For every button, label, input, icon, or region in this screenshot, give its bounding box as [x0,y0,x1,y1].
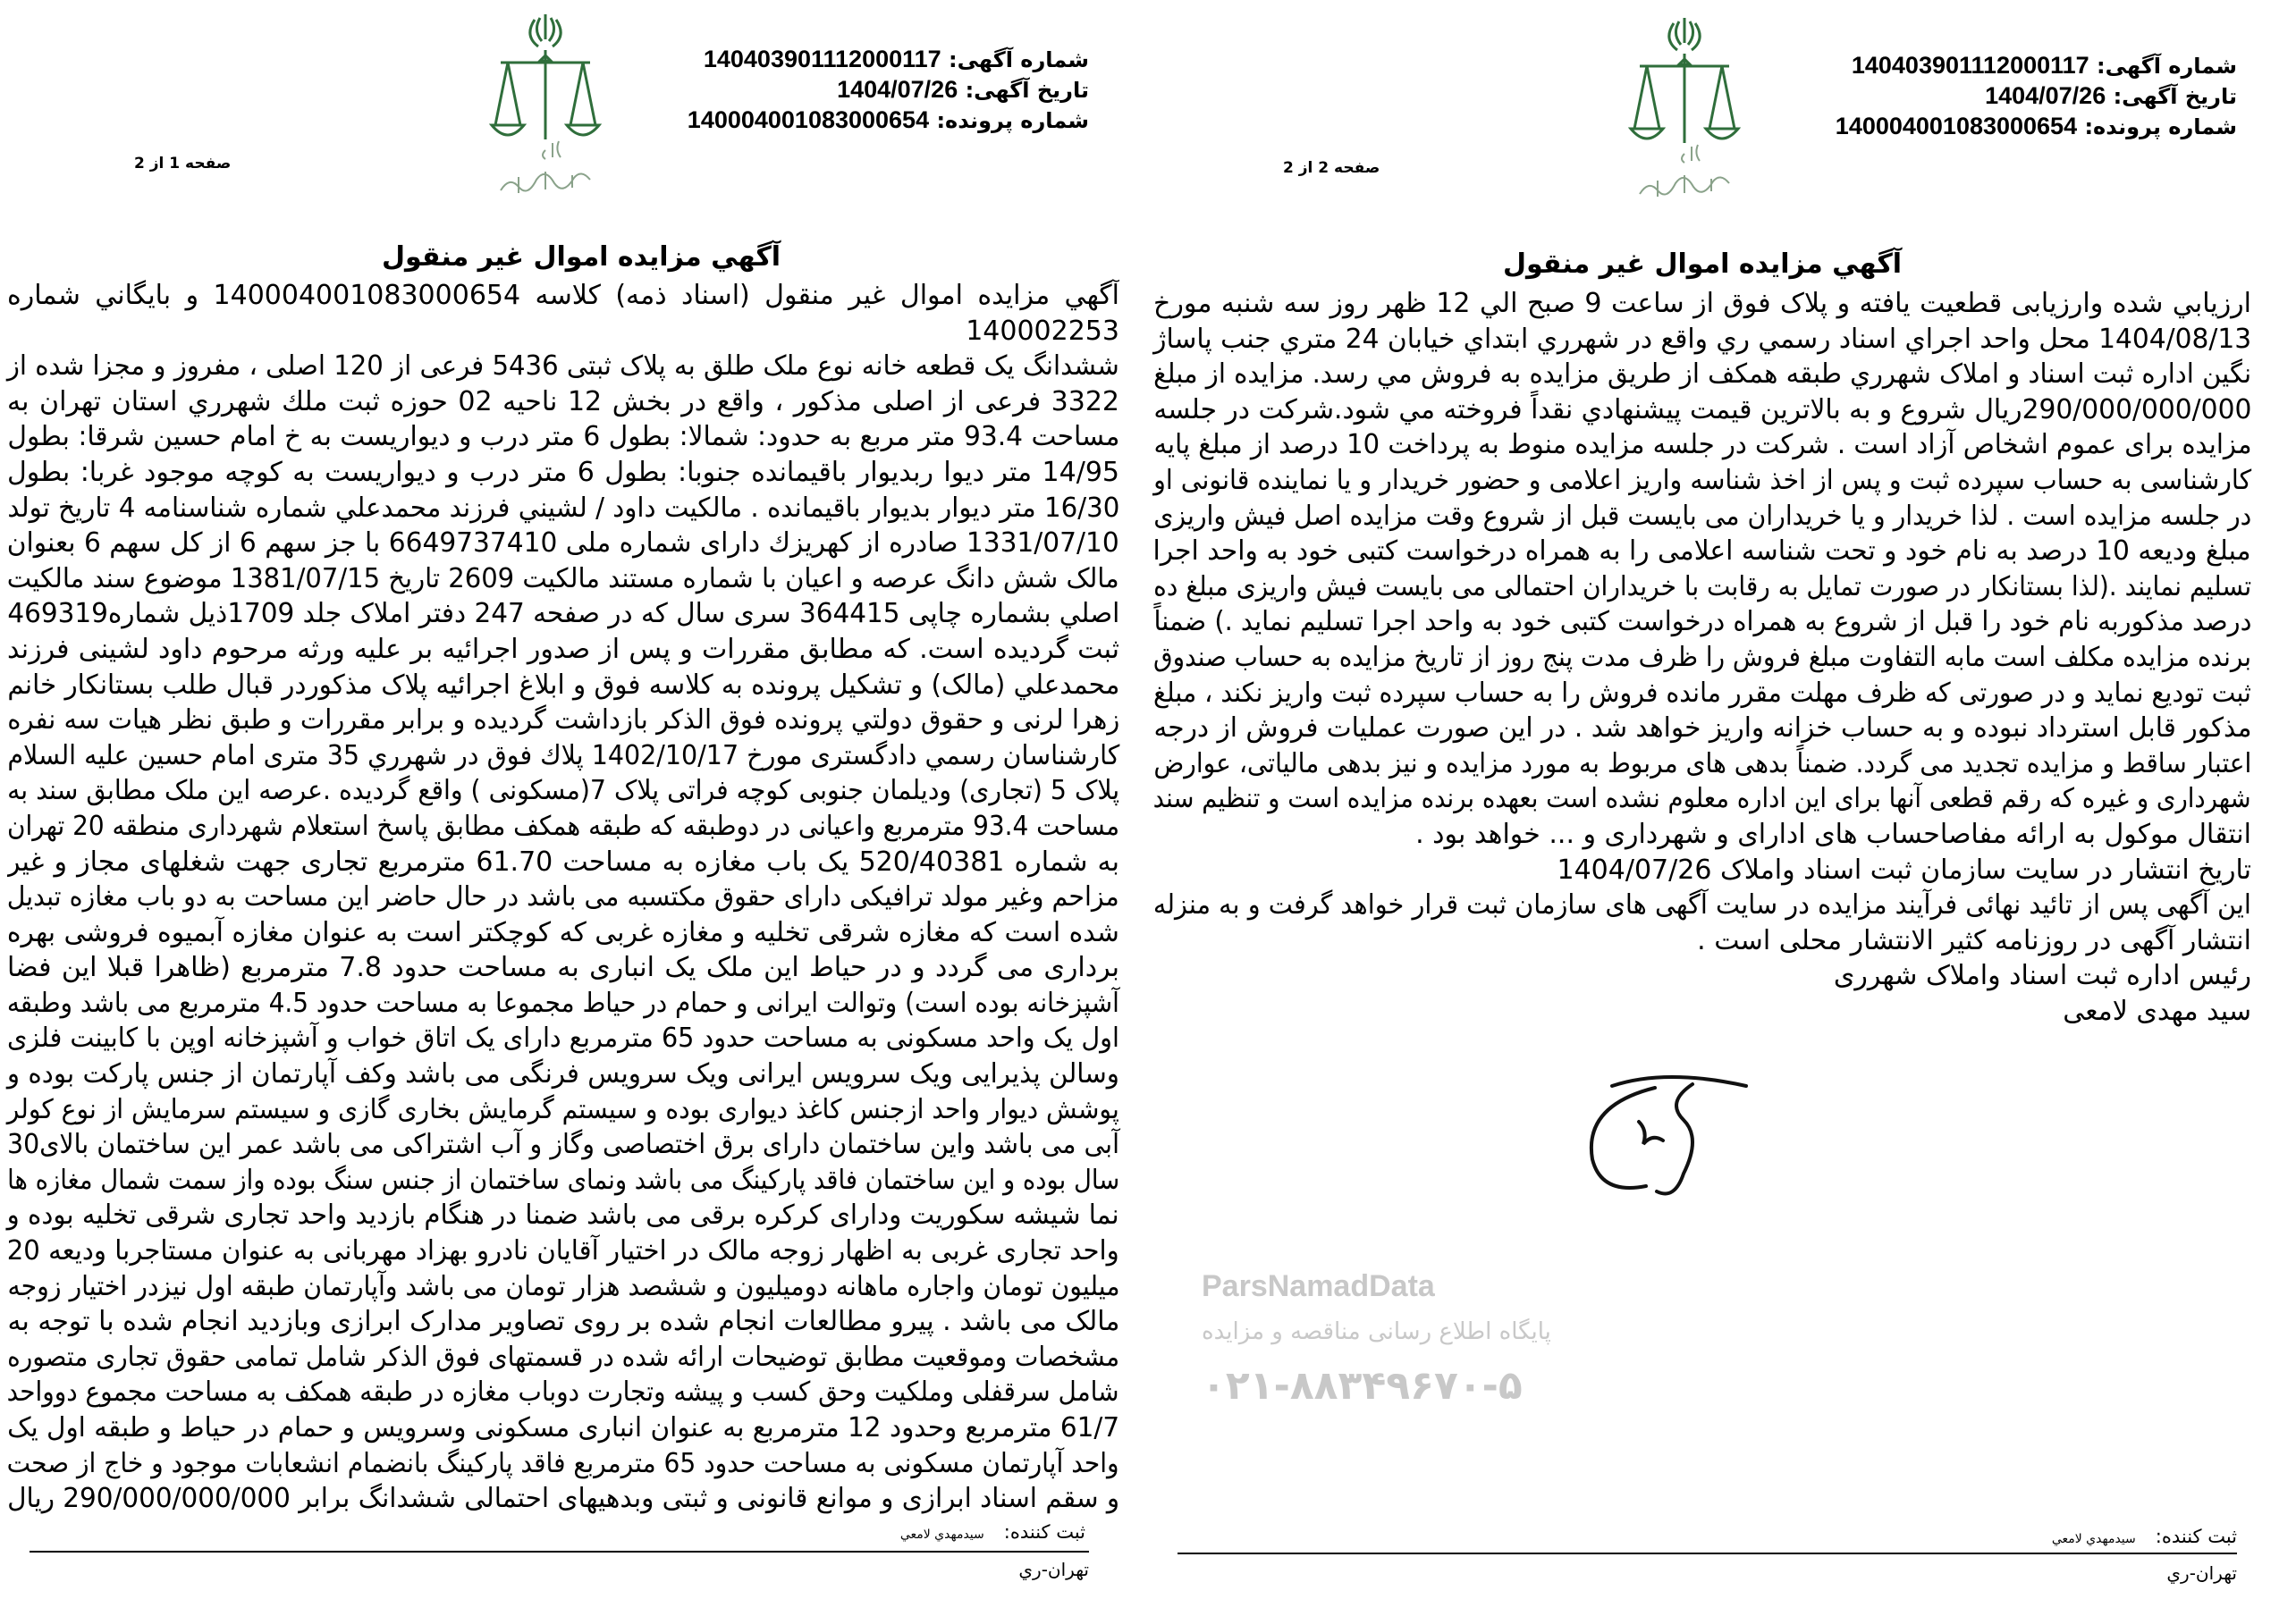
text-line [7,773,1119,809]
text-line-content: اول يک واحد مسکونی به مساحت حدود 65 مترمربع دارای يک اتاق خواب و آشپزخانه اوپن با کابينت فلزی [7,1023,1119,1055]
text-line [1153,569,2251,605]
text-line-content: ثبت گرديده است. كه مطابق مقررات و پس از صدور اجرائيه بر عليه ورثه مرحوم داود لشينی فرزند [7,633,1119,665]
text-line-content: مشخصات وموقعيت مطابق توضيحات ارائه شده در قسمتهای فوق الذکر شامل تمامی حقوق تجاری متصوره [7,1341,1119,1373]
text-line [7,314,1119,349]
text-line [7,349,1119,384]
text-line-content: 290/000/000/000ريال شروع و به بالاترين قيمت پيشنهادي نقداً فروخته مي شود.شرکت در جلسه [1153,393,2251,425]
registrar [900,1521,1085,1543]
text-line-content: سيد مهدی لامعی [2063,995,2251,1027]
text-line-content: و سقم اسناد ابرازی و موانع قانونی و ثبتی وبدهيهای احتمالی ششدانگ برابر 290/000/000/000 ريال [7,1483,1119,1515]
registrar [2052,1526,2237,1547]
text-line-content: مزاحم وغير مولد ترافيکی دارای حقوق مکتسبه می باشد در حال حاضر اين مساحت به دو باب مغازه تبديل [7,881,1119,913]
text-line [1153,853,2251,888]
text-line-content: 1331/07/10 صادره از كهريزك داراى شماره ملی 6649737410 با جز سهم 6 از کل سهم 6 بعنوان [7,527,1119,560]
footer-divider [1178,1553,2237,1554]
text-line-content: 140002253 [966,315,1119,347]
signature [1585,1068,1782,1207]
text-line-content: مساحت 93.4 مترمربع واعيانی در دوطبقه كه طبقه همكف مطابق پاسخ استعلام شهرداری منطقه 20 تهران [7,810,1119,842]
file-number: 140004001083000654 [1835,113,2078,139]
ad-header [1836,51,2237,142]
text-line-content: مبلغ وديعه 10 درصد به نام خود و تحت شناسه اعلامی را به همراه درخواست کتبی خود به واحد اجرا [1153,535,2251,568]
ad-number-label: شماره آگهی: [949,47,1089,72]
text-line [7,1340,1119,1376]
text-line-content: ثبت توديع نمايد و در صورتی که ظرف مهلت مقرر مانده فروش را به حساب سپرده ثبت واريز نکند ، مبلغ [1153,677,2251,709]
ad-number-label: شماره آگهی: [2097,54,2237,79]
text-line [1153,711,2251,746]
text-line [7,596,1119,632]
judiciary-logo-icon [483,7,617,204]
text-line [7,1304,1119,1340]
text-line [1153,640,2251,676]
text-line-content: وسالن پذيرايی ويک سرويس ايرانی ويک سرويس فرنگی می باشد وکف آپارتمان از جنس پارکت بوده و [7,1058,1119,1090]
registrar-label: ثبت کننده: [2155,1526,2237,1547]
text-line-content: پوشش ديوار واحد ازجنس کاغذ ديواری بوده و سيستم گرمايش بخاری گازی و سيستم سرمايش از نوع کولر [7,1093,1119,1125]
text-line [7,491,1119,526]
text-line-content: در جلسه مزايده است . لذا خريدار و يا خريداران می بايست قبل از شروع وقت مزايده اصل فيش واريزی [1153,500,2251,532]
text-line-content: زهرا لرنی و حقوق دولتي پرونده فوق الذكر بازداشت گرديده و برابر مقررات و طبق نظر هيات سه نفره [7,704,1119,736]
text-line-content: تسليم نمايند .(لذا بستانکار در صورت تمايل به رقابت با خريداران احتمالی می بايست فيش واريزی مبلغ ده [1153,570,2251,602]
text-line [1153,923,2251,959]
document-title: آگهي مزايده اموال غير منقول [381,241,781,273]
text-line-content: مذکور قابل استرداد نبوده و به حساب خزانه واريز خواهد شد . در اين صورت عمليات فروش از درجه [1153,712,2251,745]
text-line [7,526,1119,561]
text-line-content: واحد آپارتمان مسکونی به مساحت حدود 65 مترمربع فاقد پارکينگ بانضمام انشعابات موجود و خاج از صحت [7,1447,1119,1479]
text-line [1153,676,2251,711]
text-line [1153,392,2251,428]
text-line [7,950,1119,986]
text-line [1153,958,2251,994]
watermark-brand: ParsNamadData [1202,1269,1435,1303]
text-line [1153,357,2251,392]
text-line-content: 3322 فرعی از اصلی مذکور ، واقع در بخش 12 ناحيه 02 حوزه ثبت ملك شهرري استان تهران به [7,385,1119,417]
text-line-content: واحد تجاری غربی به اظهار زوجه مالک در اختيار آقايان نادرو بهزاد مهربانی به عنوان مستاجربا وديعه 20 [7,1235,1120,1267]
text-line [7,1410,1119,1446]
text-line-content: 14/95 متر ديوا ربديوار باقيمانده جنوبا: بطول 6 متر درب و ديواريست به کوچه موجود غربا: بطول [7,456,1119,488]
text-line [7,880,1119,915]
text-line-content: مالک می باشد . پيرو مطالعات انجام شده بر روی تصاوير مدارک ابرازی وبازديد انجام شده با توجه به [7,1306,1119,1338]
text-line [1153,463,2251,499]
text-line-content: مزايده برای عموم اشخاص آزاد است . شرکت در جلسه مزايده منوط به پرداخت 10 درصد از مبلغ پايه [1153,429,2251,461]
page-number: صفحه 1 از 2 [134,155,232,173]
ad-date-row [688,75,1089,105]
text-line [7,632,1119,668]
text-line [7,1127,1119,1163]
ad-number: 140403901112000117 [1851,52,2089,79]
ad-date-label: تاریخ آگهی: [965,78,1089,103]
text-line [1153,604,2251,640]
text-line [7,915,1119,951]
text-line [7,1269,1119,1305]
text-line [1153,286,2251,322]
city: تهران-ري [1018,1559,1089,1580]
text-line-content: 16/30 متر ديوار بديوار باقيمانده . مالکيت داود / لشيني فرزند محمدعلي شماره شناسنامه 4 تاريخ تولد [7,492,1119,524]
ad-number-row [1836,51,2237,81]
text-line-content: ميليون تومان واجاره ماهانه دوميليون و ششصد هزار تومان می باشد وآپارتمان طبقه اول نيزدر اختيار زوجه [7,1270,1119,1302]
text-line [7,419,1119,455]
text-line [1153,746,2251,782]
text-line-content: مالک شش دانگ عرصه و اعيان با شماره مستند مالكيت 2609 تاريخ 1381/07/15 موضوع سند مالکيت [7,562,1119,594]
text-line-content: ششدانگ يک قطعه خانه نوع ملک طلق به پلاک ثبتی 5436 فرعی از 120 اصلی ، مفروز و مجزا شده از [7,350,1119,383]
text-line [7,384,1119,420]
text-line [1153,994,2251,1030]
text-line-content: اصلي بشماره چاپی 364415 سری سال که در صفحه 247 دفتر املاک جلد 1709ذيل شماره469319 [7,598,1119,630]
text-line-content: نگين اداره ثبت اسناد و املاک شهرري طبقه همکف از طريق مزايده به فروش مي رسد. مزايده از مبلغ [1153,358,2251,391]
text-line-content: محمدعلي (مالک) و تشكيل پرونده به كلاسه فوق و ابلاغ اجرائيه پلاک مذكوردر قبال طلب بستانكار خانم [7,669,1119,701]
text-line-content: اين آگهی پس از تائيد نهائی فرآيند مزايده در سايت آگهی های سازمان ثبت قرار خواهد گرفت و به منزله [1153,889,2251,922]
watermark-phone: ۰۲۱-۸۸۳۴۹۶۷۰-۵ [1202,1363,1523,1409]
text-line-content: ارزيابي شده وارزيابی قطعيت يافته و پلاک فوق از ساعت 9 صبح الي 12 ظهر روز سه شنبه مورخ [1153,288,2251,319]
text-line [7,668,1119,703]
text-line [1153,888,2251,923]
text-line [1153,781,2251,817]
text-line [7,738,1119,774]
text-line-content: تاريخ انتشار در سايت سازمان ثبت اسناد واملاک 1404/07/26 [1557,854,2251,886]
ad-date-row [1836,81,2237,112]
text-line-content: پلاک 5 (تجاری) وديلمان جنوبی کوچه فراتی پلاک 7(مسکونی ) واقع گرديده .عرصه اين ملک مطابق سند به [7,775,1119,807]
text-line [1153,427,2251,463]
text-line-content: نما شيشه سکوريت ودارای کرکره برقی می باشد ضمنا در هنگام بازديد واحد تجاری شرقی تخليه بوده و [7,1199,1119,1232]
ad-date: 1404/07/26 [1985,82,2106,109]
text-line-content: رئيس اداره ثبت اسناد واملاک شهرری [1833,960,2251,992]
text-line-content: انتشار آگهی در روزنامه کثير الانتشار محلی است . [1697,924,2251,956]
text-line [1153,817,2251,853]
text-line-content: شده است که مغازه شرقی تخليه و مغازه غربی که کوچکتر است به عنوان مغازه آبميوه فروشی بهره [7,916,1119,948]
document-title: آگهي مزايده اموال غير منقول [1502,248,1903,280]
document-body [7,278,1119,1517]
text-line [7,1092,1119,1128]
ad-number: 140403901112000117 [703,46,941,72]
file-number-label: شماره پرونده: [936,108,1089,133]
text-line [7,845,1119,880]
text-line [7,1163,1119,1199]
ad-date-label: تاریخ آگهی: [2113,84,2237,109]
text-line [1153,534,2251,569]
text-line [7,1446,1119,1482]
text-line [7,703,1119,738]
file-number-row [688,105,1089,136]
text-line-content: شامل سرقفلی وملکيت وحق کسب و پيشه وتجارت دوباب مغازه در طبقه همکف به مساحت مجموع دوواحد [7,1376,1119,1409]
text-line-content: سال بوده و اين ساختمان فاقد پارکينگ می باشد ونمای ساختمان از جنس سنگ بوده واز سمت شمال مغازه ها [7,1164,1119,1196]
text-line-content: آبی می باشد واين ساختمان دارای برق اختصاصی وگاز و آب اشتراکی می باشد عمر اين ساختمان بالای30 [7,1129,1119,1161]
file-number-row [1836,112,2237,142]
page-2 [1148,0,2296,1616]
text-line [1153,322,2251,358]
city: تهران-ري [2166,1562,2237,1584]
text-line [7,1056,1119,1092]
text-line [7,1021,1119,1056]
page-number: صفحه 2 از 2 [1283,159,1380,177]
text-line-content: آگهي مزايده اموال غير منقول (اسناد ذمه) كلاسه 140004001083000654 و بايگاني شماره [7,280,1119,311]
text-line-content: اعتبار ساقط و مزايده تجديد می گردد. ضمناً بدهی های مربوط به مورد مزايده و نيز بدهی مالياتی، عوارض [1153,747,2251,779]
text-line [1153,499,2251,534]
judiciary-logo-icon [1622,11,1756,207]
text-line-content: كارشناسان رسمي دادگستری مورخ 1402/10/17 پلاك فوق در شهرري 35 متری امام حسين عليه السلام [7,739,1119,771]
text-line-content: مساحت 93.4 متر مربع به حدود: شمالا: بطول 6 متر درب و ديواريست به خ امام حسين شرقا: بطول [7,421,1119,453]
registrar-name: سيدمهدي لامعي [2051,1532,2136,1546]
registrar-name: سيدمهدي لامعي [899,1528,984,1542]
text-line-content: شهرداری و غيره که رقم قطعی آنها برای اين اداره معلوم نشده است بعهده برنده مزايده است و تنظيم سند [1153,783,2251,815]
text-line [7,1198,1119,1233]
text-line-content: درصد مذکوربه نام خود را قبل از شروع به همراه درخواست کتبی خود به واحد اجرا تسليم نمايد .) ضمناً [1153,606,2251,638]
text-line [7,809,1119,845]
footer-divider [30,1551,1089,1553]
text-line [7,1233,1119,1269]
file-number-label: شماره پرونده: [2084,114,2237,139]
text-line [7,278,1119,314]
text-line-content: کارشناسی به حساب سپرده ثبت و پس از اخذ شناسه واريز اعلامی و حضور خريدار و يا نماينده قانونی او [1153,464,2251,496]
text-line-content: انتقال موکول به ارائه مفاصاحساب های ادارای و شهرداری و ... خواهد بود . [1415,818,2251,850]
ad-date: 1404/07/26 [837,76,958,103]
registrar-label: ثبت کننده: [1003,1521,1085,1543]
text-line-content: برنده مزايده مکلف است مابه التفاوت مبلغ فروش را ظرف مدت پنج روز از تاريخ مزايده به حساب صندوق [1153,641,2251,673]
text-line [7,561,1119,597]
text-line-content: آشپزخانه بوده است) وتوالت ايرانی و حمام در حياط مجموعا به مساحت حدود 4.5 مترمربع می باشد وطبقه [7,987,1120,1019]
text-line-content: 1404/08/13 محل واحد اجراي اسناد رسمي ري واقع در شهرري ابتداي خيابان 24 متري جنب پاساژ [1153,323,2251,355]
watermark-tagline: پایگاه اطلاع رسانی مناقصه و مزایده [1202,1318,1551,1345]
text-line-content: برداری می گردد و در حياط اين ملک يک انباری به مساحت حدود 7.8 مترمربع (ظاهرا قبلا اين فضا [7,952,1119,984]
text-line-content: 61/7 مترمربع وحدود 12 مترمربع به عنوان انباری مسکونی وسرويس و حمام در حياط و طبقه اول يک [7,1412,1119,1443]
text-line [7,455,1119,491]
ad-header [688,45,1089,136]
text-line [7,1481,1119,1517]
text-line-content: به شماره 520/40381 يک باب مغازه به مساحت 61.70 مترمربع تجاری جهت شغلهای مجاز و غير [7,846,1119,878]
file-number: 140004001083000654 [687,106,930,133]
text-line [7,1375,1119,1410]
ad-number-row [688,45,1089,75]
text-line [7,986,1119,1022]
document-body [1153,286,2251,1029]
